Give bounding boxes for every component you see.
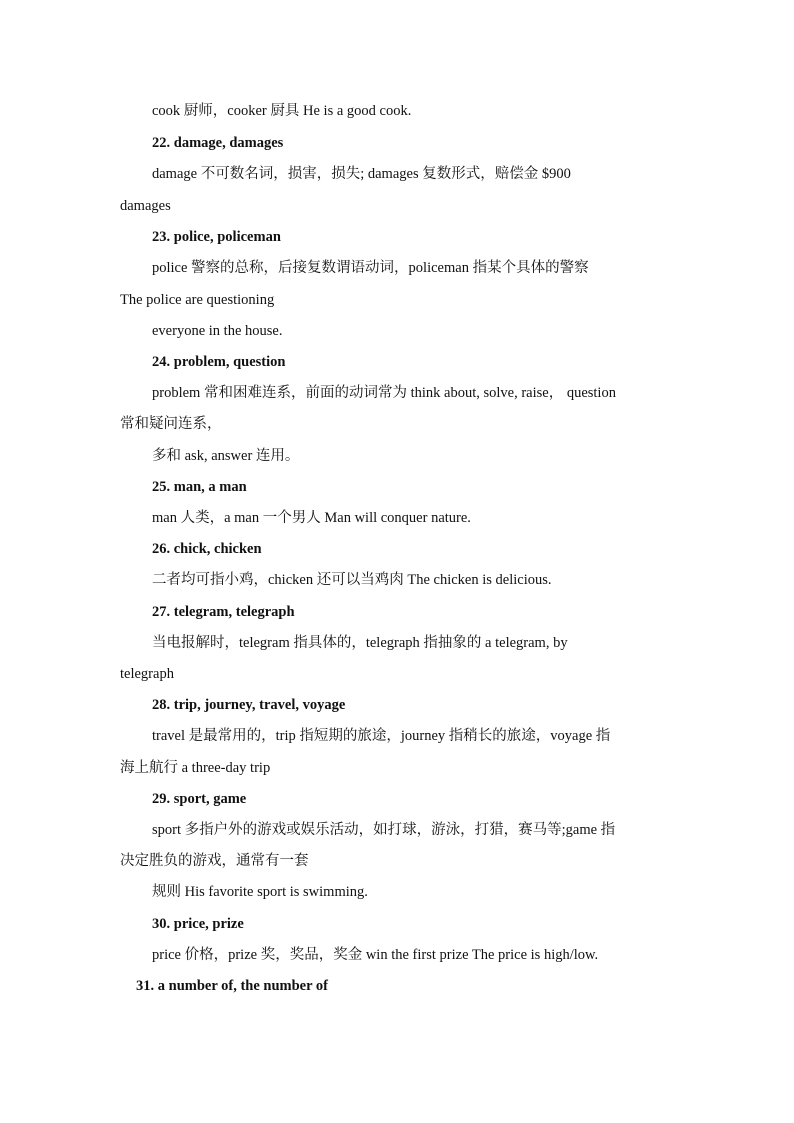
section-heading: 30. price, prize (152, 916, 244, 932)
section-heading: 31. a number of, the number of (136, 978, 328, 994)
section-heading: 24. problem, question (152, 354, 286, 370)
text-line: cook 厨师，cooker 厨具 He is a good cook. (152, 103, 412, 119)
text-line: damage 不可数名词，损害，损失; damages 复数形式，赔偿金 $900 (152, 166, 571, 182)
section-heading: 28. trip, journey, travel, voyage (152, 697, 346, 713)
text-line: 决定胜负的游戏，通常有一套 (120, 853, 309, 869)
text-line: 常和疑问连系， (120, 416, 222, 432)
text-line: 海上航行 a three-day trip (120, 760, 271, 776)
text-line: 多和 ask, answer 连用。 (152, 448, 300, 464)
text-line: The police are questioning (120, 292, 275, 308)
text-line: telegraph (120, 666, 174, 682)
text-line: price 价格，prize 奖，奖品，奖金 win the first prize The price is high/low. (152, 947, 599, 963)
text-line: man 人类，a man 一个男人 Man will conquer nature. (152, 510, 471, 526)
section-heading: 23. police, policeman (152, 229, 281, 245)
section-heading: 25. man, a man (152, 479, 247, 495)
section-heading: 27. telegram, telegraph (152, 604, 295, 620)
text-line: damages (120, 198, 171, 214)
text-line: travel 是最常用的，trip 指短期的旅途，journey 指稍长的旅途，voyage 指 (152, 728, 611, 744)
section-heading: 22. damage, damages (152, 135, 284, 151)
text-line: sport 多指户外的游戏或娱乐活动，如打球，游泳，打猎，赛马等;game 指 (152, 822, 616, 838)
text-line: 规则 His favorite sport is swimming. (152, 884, 368, 900)
section-heading: 29. sport, game (152, 791, 247, 807)
text-line: police 警察的总称，后接复数谓语动词，policeman 指某个具体的警察 (152, 260, 589, 276)
section-heading: 26. chick, chicken (152, 541, 262, 557)
text-line: 二者均可指小鸡，chicken 还可以当鸡肉 The chicken is delicious. (152, 572, 552, 588)
text-line: everyone in the house. (152, 323, 283, 339)
text-line: problem 常和困难连系，前面的动词常为 think about, solve, raise， question (152, 385, 616, 401)
text-line: 当电报解时，telegram 指具体的，telegraph 指抽象的 a telegram, by (152, 635, 568, 651)
